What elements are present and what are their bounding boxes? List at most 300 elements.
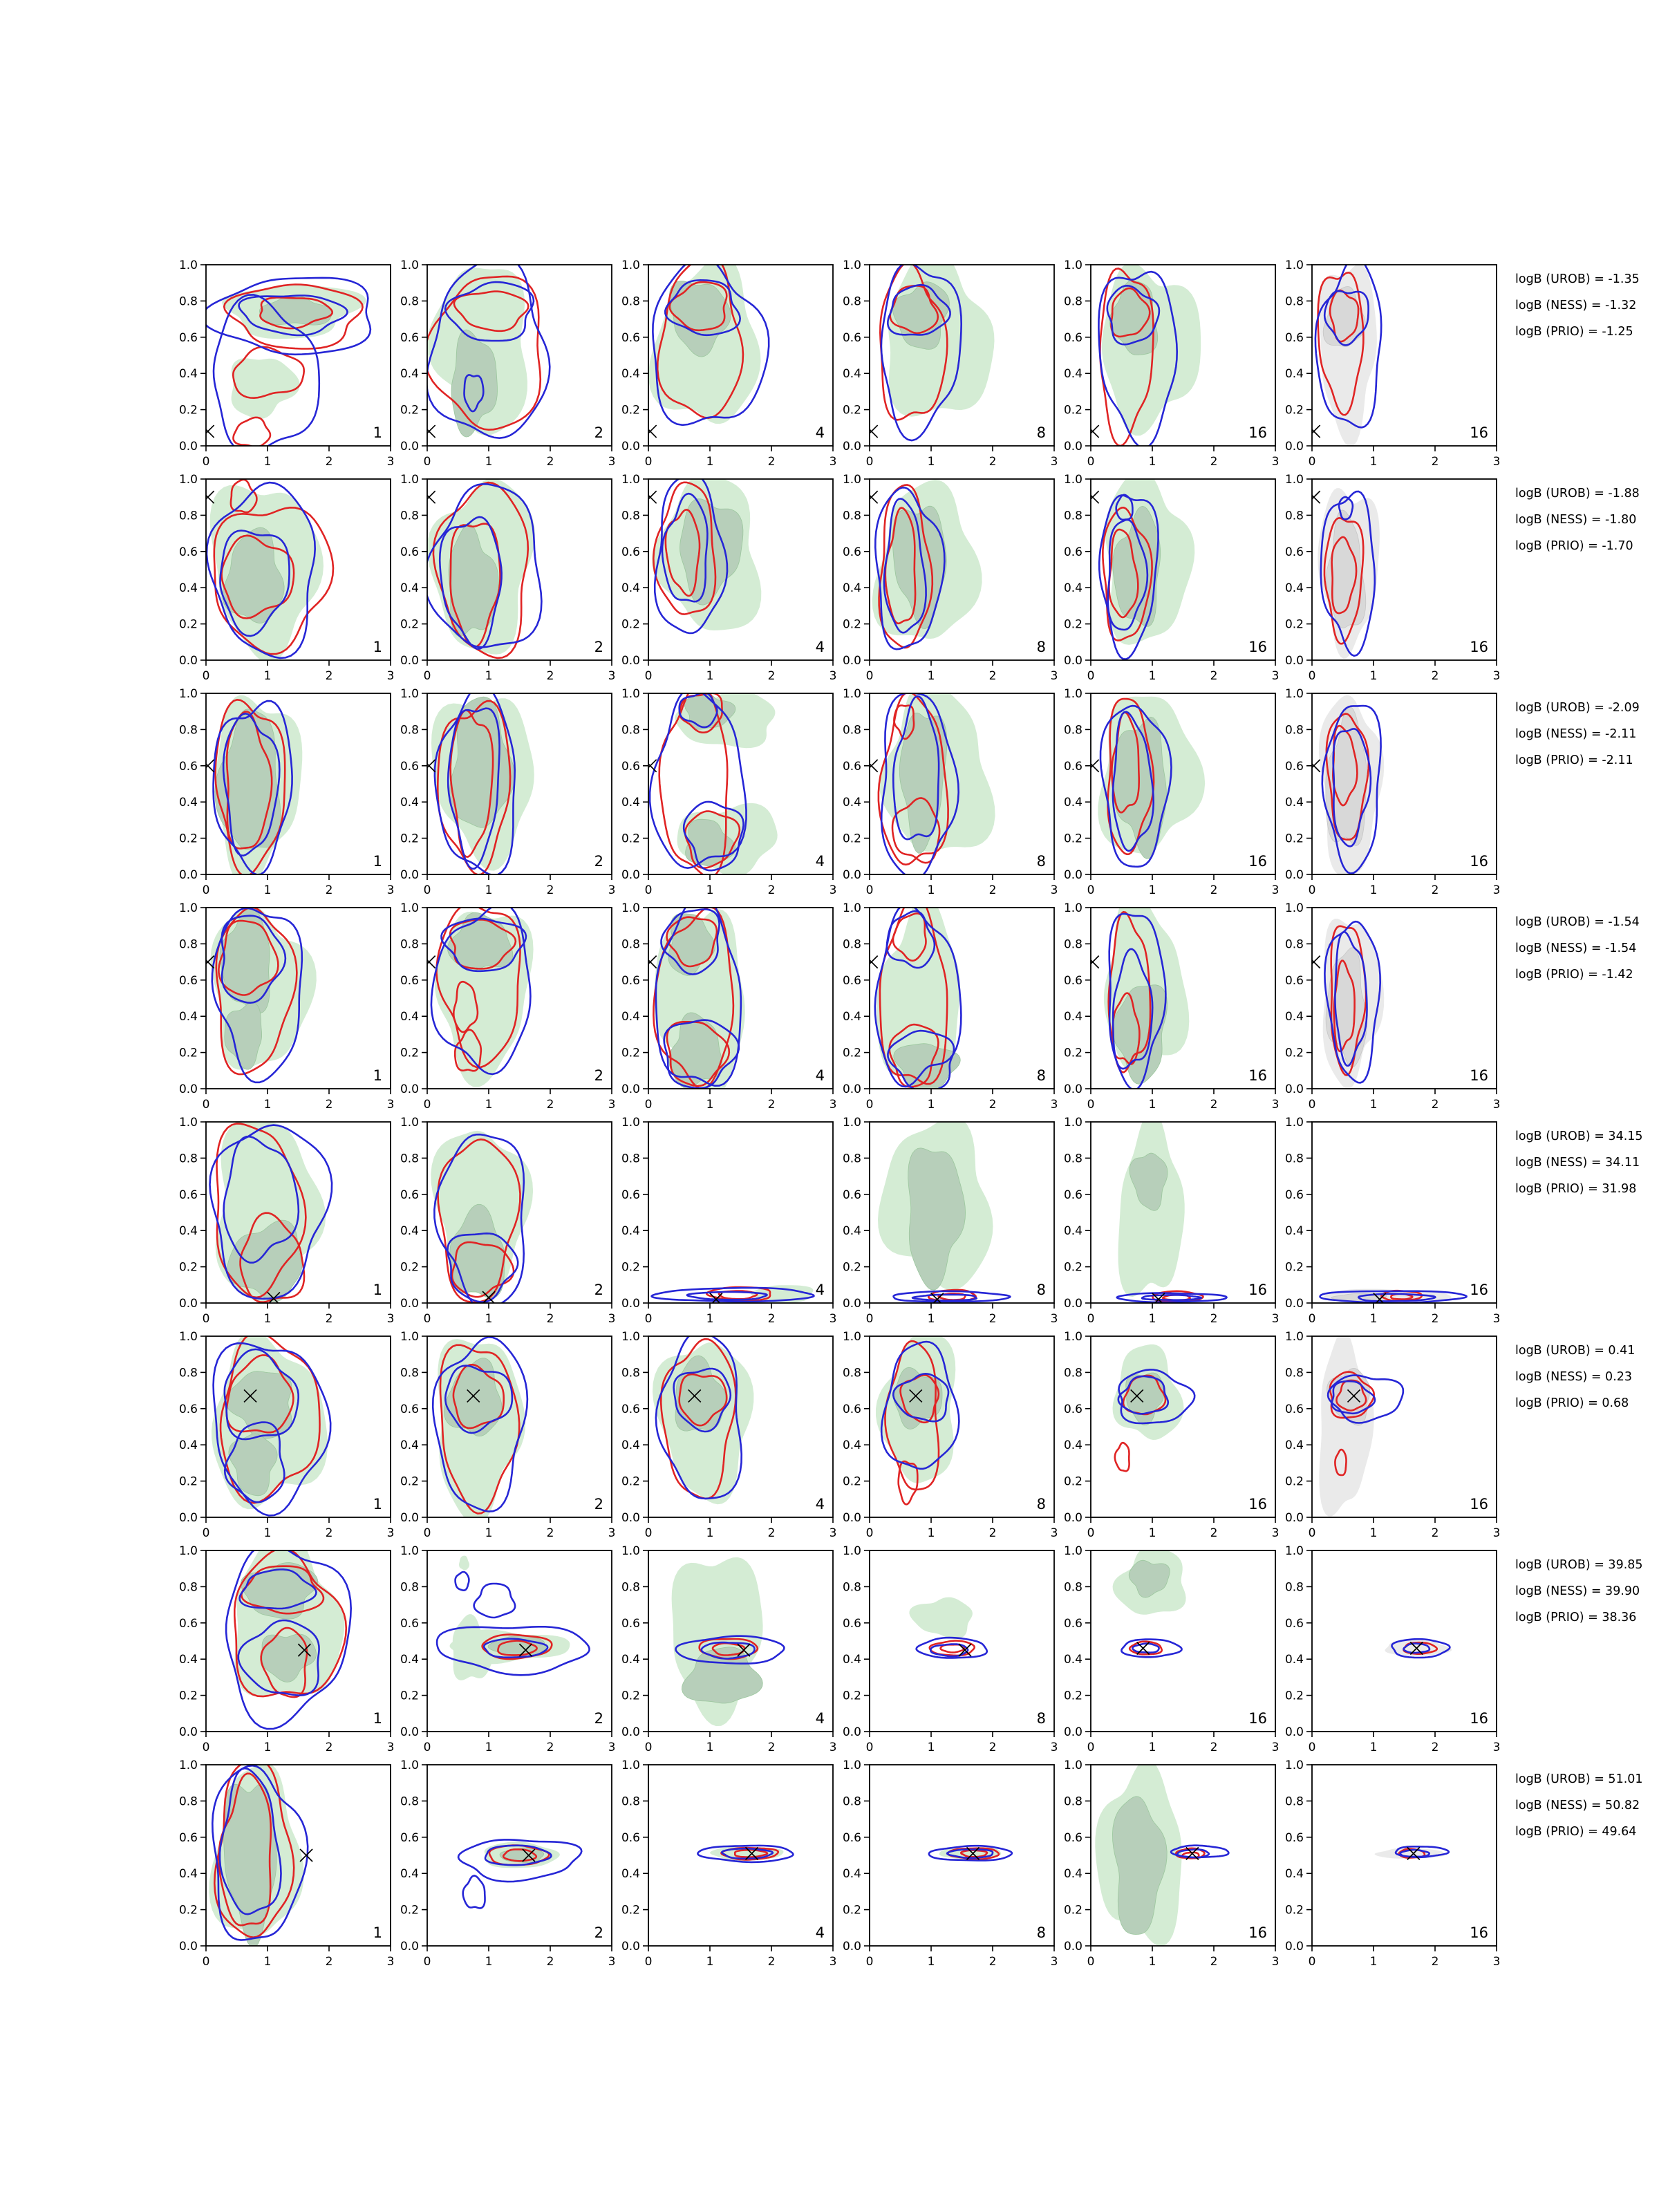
logb-annotation: logB (NESS) = 50.82 <box>1515 1799 1640 1812</box>
x-tick-label: 0 <box>423 1312 431 1326</box>
y-tick-label: 0.8 <box>842 937 861 952</box>
y-tick-label: 1.0 <box>400 1116 419 1130</box>
x-tick-label: 0 <box>202 883 210 897</box>
panel-count-label: 1 <box>373 853 382 870</box>
y-tick-label: 0.0 <box>178 654 198 668</box>
panel-count-label: 16 <box>1248 1282 1267 1298</box>
x-tick-label: 0 <box>865 1741 874 1754</box>
true-value-marker <box>865 491 878 503</box>
panel-count-label: 16 <box>1470 1067 1488 1084</box>
x-tick-label: 2 <box>325 1312 333 1326</box>
y-tick-label: 0.0 <box>1284 440 1304 453</box>
y-tick-label: 0.8 <box>400 509 419 523</box>
y-tick-label: 0.2 <box>178 403 198 418</box>
logb-annotation: logB (UROB) = -2.09 <box>1515 701 1640 715</box>
x-tick-label: 1 <box>485 883 493 897</box>
x-tick-label: 3 <box>829 455 837 469</box>
y-tick-label: 0.4 <box>178 796 198 810</box>
x-tick-label: 2 <box>988 1741 997 1754</box>
kde-contours <box>1319 1331 1403 1517</box>
panel-count-label: 1 <box>373 1067 382 1084</box>
true-value-marker <box>1308 491 1320 503</box>
y-tick-label: 0.0 <box>400 440 419 453</box>
y-tick-label: 1.0 <box>178 687 198 701</box>
y-tick-label: 0.8 <box>400 1794 419 1809</box>
x-tick-label: 3 <box>1271 669 1280 683</box>
x-tick-label: 1 <box>1148 1955 1156 1969</box>
y-tick-label: 0.2 <box>621 1474 640 1489</box>
y-tick-label: 1.0 <box>621 473 640 487</box>
y-tick-label: 0.0 <box>178 868 198 882</box>
x-tick-label: 3 <box>1050 1312 1058 1326</box>
y-tick-label: 0.0 <box>842 1082 861 1096</box>
y-tick-label: 0.8 <box>842 509 861 523</box>
panel-count-label: 16 <box>1248 1710 1267 1727</box>
x-tick-label: 3 <box>829 1741 837 1754</box>
x-tick-label: 1 <box>1148 1312 1156 1326</box>
y-tick-label: 1.0 <box>1063 473 1082 487</box>
x-tick-label: 3 <box>1492 1312 1501 1326</box>
y-tick-label: 0.0 <box>400 654 419 668</box>
y-tick-label: 0.2 <box>1063 1689 1082 1703</box>
kde-contours <box>1308 695 1385 877</box>
x-tick-label: 2 <box>325 1741 333 1754</box>
kde-contours <box>202 480 333 663</box>
subplot-r3c3 <box>621 683 836 898</box>
kde-contours <box>644 683 778 877</box>
x-tick-label: 3 <box>386 883 395 897</box>
y-tick-label: 0.2 <box>1063 403 1082 418</box>
y-tick-label: 0.6 <box>1284 1830 1304 1845</box>
y-tick-label: 0.4 <box>1063 1224 1082 1239</box>
y-tick-label: 0.2 <box>621 832 640 846</box>
y-tick-label: 0.6 <box>178 759 198 774</box>
subplot-r3c1 <box>179 687 394 897</box>
y-tick-label: 0.4 <box>400 1653 419 1667</box>
subplot-r4c1 <box>179 901 394 1112</box>
x-tick-label: 3 <box>386 1526 395 1540</box>
y-tick-label: 0.6 <box>400 1402 419 1416</box>
y-tick-label: 0.6 <box>1284 545 1304 559</box>
x-tick-label: 1 <box>927 1741 935 1754</box>
logb-annotation: logB (NESS) = 39.90 <box>1515 1584 1640 1598</box>
y-tick-label: 0.4 <box>621 581 640 596</box>
x-tick-label: 1 <box>485 1098 493 1112</box>
kde-contours <box>1308 919 1385 1089</box>
subplot-r8c5 <box>1064 1759 1279 1969</box>
y-tick-label: 0.2 <box>621 1903 640 1918</box>
panel-count-label: 4 <box>815 853 825 870</box>
panel-count-label: 1 <box>373 1282 382 1298</box>
subplot-r4c5 <box>1064 892 1279 1112</box>
x-tick-label: 0 <box>1087 669 1095 683</box>
y-tick-label: 1.0 <box>1284 1544 1304 1558</box>
logb-annotation: logB (UROB) = -1.54 <box>1515 915 1640 929</box>
x-tick-label: 2 <box>1431 455 1439 469</box>
y-tick-label: 0.0 <box>178 1082 198 1096</box>
x-tick-label: 1 <box>1148 883 1156 897</box>
y-tick-label: 0.6 <box>1284 1188 1304 1202</box>
y-tick-label: 1.0 <box>400 1544 419 1558</box>
y-tick-label: 1.0 <box>1284 1330 1304 1344</box>
kde-contours <box>433 1337 527 1524</box>
y-tick-label: 0.8 <box>621 1366 640 1380</box>
panel-count-label: 16 <box>1470 1282 1488 1298</box>
y-tick-label: 1.0 <box>1063 1544 1082 1558</box>
kde-contours <box>423 685 534 876</box>
x-tick-label: 1 <box>1148 669 1156 683</box>
y-tick-label: 0.6 <box>1063 545 1082 559</box>
y-tick-label: 0.2 <box>1284 1046 1304 1060</box>
x-tick-label: 3 <box>1271 1526 1280 1540</box>
logb-annotation: logB (UROB) = 34.15 <box>1515 1130 1643 1143</box>
true-value-marker <box>202 491 214 503</box>
x-tick-label: 0 <box>1308 1955 1316 1969</box>
y-tick-label: 0.0 <box>621 1297 640 1311</box>
x-tick-label: 2 <box>767 883 776 897</box>
y-tick-label: 0.6 <box>178 1616 198 1631</box>
y-tick-label: 0.2 <box>1284 832 1304 846</box>
y-tick-label: 0.0 <box>1284 1511 1304 1525</box>
subplot-r2c3 <box>621 473 836 683</box>
panel-count-label: 4 <box>815 1067 825 1084</box>
true-value-marker <box>644 491 657 503</box>
x-tick-label: 0 <box>644 883 653 897</box>
x-tick-label: 1 <box>263 669 272 683</box>
x-tick-label: 3 <box>386 1955 395 1969</box>
subplot-r2c6 <box>1285 473 1500 683</box>
x-tick-label: 2 <box>546 1312 554 1326</box>
x-tick-label: 2 <box>988 669 997 683</box>
y-tick-label: 0.0 <box>1063 654 1082 668</box>
x-tick-label: 2 <box>988 1098 997 1112</box>
kde-fill-outer <box>232 358 300 419</box>
y-tick-label: 0.8 <box>400 1152 419 1166</box>
subplot-r6c5 <box>1064 1330 1279 1540</box>
kde-contours <box>210 1121 332 1305</box>
y-tick-label: 1.0 <box>400 473 419 487</box>
logb-annotation: logB (PRIO) = 38.36 <box>1515 1611 1637 1624</box>
kde-contours <box>865 681 995 879</box>
y-tick-label: 0.6 <box>1284 1402 1304 1416</box>
y-tick-label: 0.0 <box>1284 1297 1304 1311</box>
y-tick-label: 0.0 <box>621 1082 640 1096</box>
x-tick-label: 3 <box>1492 1526 1501 1540</box>
x-tick-label: 1 <box>1148 455 1156 469</box>
x-tick-label: 2 <box>1431 669 1439 683</box>
x-tick-label: 2 <box>988 1955 997 1969</box>
y-tick-label: 0.8 <box>1063 509 1082 523</box>
x-tick-label: 1 <box>263 1098 272 1112</box>
logb-annotation: logB (PRIO) = 49.64 <box>1515 1825 1637 1839</box>
x-tick-label: 3 <box>1050 455 1058 469</box>
subplot-r7c4 <box>843 1544 1058 1754</box>
subplot-r5c2 <box>400 1116 615 1326</box>
kde-contours <box>226 1530 351 1729</box>
y-tick-label: 0.6 <box>178 973 198 988</box>
panel-count-label: 1 <box>373 1924 382 1941</box>
x-tick-label: 2 <box>1431 1955 1439 1969</box>
kde-contours <box>644 894 745 1098</box>
kde-contours <box>209 1760 312 1948</box>
y-tick-label: 0.0 <box>178 1297 198 1311</box>
x-tick-label: 2 <box>546 1526 554 1540</box>
y-tick-label: 0.2 <box>842 1689 861 1703</box>
x-tick-label: 3 <box>1492 1955 1501 1969</box>
y-tick-label: 0.4 <box>178 581 198 596</box>
kde-contours <box>1087 263 1201 448</box>
y-tick-label: 1.0 <box>842 259 861 272</box>
x-tick-label: 2 <box>325 1526 333 1540</box>
y-tick-label: 1.0 <box>1063 1116 1082 1130</box>
x-tick-label: 3 <box>1050 1955 1058 1969</box>
x-tick-label: 1 <box>1369 1098 1378 1112</box>
subplot-r7c5 <box>1064 1544 1279 1754</box>
subplot-r7c2 <box>400 1544 615 1754</box>
x-tick-label: 2 <box>1210 669 1218 683</box>
y-tick-label: 0.2 <box>400 1903 419 1918</box>
y-tick-label: 0.0 <box>1063 1725 1082 1739</box>
subplot-r2c4 <box>843 473 1058 683</box>
x-tick-label: 1 <box>706 1955 714 1969</box>
kde-contours <box>202 695 303 888</box>
x-tick-label: 2 <box>988 455 997 469</box>
x-tick-label: 0 <box>1087 1098 1095 1112</box>
y-tick-label: 0.2 <box>1284 1474 1304 1489</box>
subplot-r3c4 <box>843 681 1058 898</box>
subplot-r3c2 <box>400 685 615 898</box>
y-tick-label: 0.6 <box>621 1402 640 1416</box>
kde-contours <box>1308 488 1380 659</box>
logb-annotation: logB (NESS) = -2.11 <box>1515 727 1637 741</box>
y-tick-label: 0.0 <box>842 1511 861 1525</box>
x-tick-label: 0 <box>865 883 874 897</box>
subplot-r4c2 <box>400 901 615 1112</box>
true-value-marker <box>423 425 435 438</box>
kde-contours <box>1117 1110 1227 1305</box>
x-tick-label: 2 <box>325 1955 333 1969</box>
y-tick-label: 0.8 <box>178 1152 198 1166</box>
y-tick-label: 0.8 <box>1063 1794 1082 1809</box>
y-tick-label: 0.6 <box>178 1402 198 1416</box>
y-tick-label: 0.0 <box>1063 1940 1082 1953</box>
y-tick-label: 0.4 <box>178 1438 198 1453</box>
y-tick-label: 0.0 <box>621 868 640 882</box>
y-tick-label: 1.0 <box>1284 1759 1304 1772</box>
y-tick-label: 1.0 <box>842 1330 861 1344</box>
x-tick-label: 0 <box>865 1098 874 1112</box>
x-tick-label: 0 <box>423 669 431 683</box>
panel-count-label: 16 <box>1248 1067 1267 1084</box>
kde-contours <box>1113 1344 1195 1471</box>
y-tick-label: 1.0 <box>621 1330 640 1344</box>
axes-spines <box>1091 1336 1275 1517</box>
y-tick-label: 0.4 <box>1284 1010 1304 1024</box>
y-tick-label: 0.6 <box>1284 973 1304 988</box>
panel-count-label: 8 <box>1036 1067 1046 1084</box>
y-tick-label: 0.6 <box>178 1188 198 1202</box>
y-tick-label: 0.2 <box>178 1689 198 1703</box>
true-value-marker <box>1087 491 1099 503</box>
true-value-marker <box>865 425 878 438</box>
y-tick-label: 0.4 <box>400 796 419 810</box>
y-tick-label: 0.2 <box>400 832 419 846</box>
y-tick-label: 0.6 <box>400 1616 419 1631</box>
y-tick-label: 1.0 <box>400 687 419 701</box>
y-tick-label: 0.0 <box>621 1511 640 1525</box>
x-tick-label: 2 <box>1431 1741 1439 1754</box>
x-tick-label: 1 <box>485 455 493 469</box>
logb-annotation: logB (PRIO) = -1.70 <box>1515 539 1633 553</box>
kde-contours <box>929 1846 1012 1860</box>
x-tick-label: 0 <box>1087 1526 1095 1540</box>
x-tick-label: 3 <box>386 1741 395 1754</box>
y-tick-label: 0.6 <box>621 759 640 774</box>
y-tick-label: 0.6 <box>400 1830 419 1845</box>
x-tick-label: 3 <box>1492 1098 1501 1112</box>
y-tick-label: 0.6 <box>1063 1188 1082 1202</box>
y-tick-label: 1.0 <box>842 1759 861 1772</box>
x-tick-label: 2 <box>767 1526 776 1540</box>
kde-contours <box>865 895 962 1091</box>
logb-annotation: logB (UROB) = -1.88 <box>1515 487 1640 500</box>
x-tick-label: 1 <box>263 1741 272 1754</box>
x-tick-label: 1 <box>485 1741 493 1754</box>
x-tick-label: 3 <box>1050 1098 1058 1112</box>
y-tick-label: 0.8 <box>178 1366 198 1380</box>
y-tick-label: 0.6 <box>842 1830 861 1845</box>
y-tick-label: 0.8 <box>1063 294 1082 309</box>
kde-contours <box>672 1557 785 1726</box>
x-tick-label: 2 <box>1431 1312 1439 1326</box>
y-tick-label: 0.4 <box>178 1867 198 1882</box>
logb-annotation: logB (UROB) = -1.35 <box>1515 272 1640 286</box>
y-tick-label: 0.6 <box>842 973 861 988</box>
y-tick-label: 0.8 <box>1284 509 1304 523</box>
y-tick-label: 0.8 <box>621 1794 640 1809</box>
x-tick-label: 0 <box>644 1955 653 1969</box>
y-tick-label: 1.0 <box>1284 687 1304 701</box>
x-tick-label: 2 <box>546 1955 554 1969</box>
y-tick-label: 0.6 <box>621 1616 640 1631</box>
subplot-r8c2 <box>400 1759 615 1969</box>
subplot-r1c2 <box>400 256 615 469</box>
x-tick-label: 1 <box>706 1312 714 1326</box>
x-tick-label: 2 <box>1210 1955 1218 1969</box>
x-tick-label: 1 <box>927 1955 935 1969</box>
subplot-r1c3 <box>621 255 836 469</box>
y-tick-label: 0.4 <box>621 796 640 810</box>
y-tick-label: 0.6 <box>1284 1616 1304 1631</box>
x-tick-label: 1 <box>1369 1955 1378 1969</box>
y-tick-label: 0.8 <box>1284 937 1304 952</box>
logb-annotation: logB (UROB) = 0.41 <box>1515 1344 1635 1358</box>
x-tick-label: 3 <box>1050 1526 1058 1540</box>
y-tick-label: 1.0 <box>1284 901 1304 915</box>
x-tick-label: 0 <box>865 1955 874 1969</box>
x-tick-label: 3 <box>1050 1741 1058 1754</box>
x-tick-label: 1 <box>485 1526 493 1540</box>
y-tick-label: 0.2 <box>178 1474 198 1489</box>
x-tick-label: 1 <box>706 455 714 469</box>
y-tick-label: 0.4 <box>842 581 861 596</box>
panel-count-label: 8 <box>1036 1924 1046 1941</box>
true-value-marker <box>423 491 435 503</box>
x-tick-label: 0 <box>644 455 653 469</box>
x-tick-label: 3 <box>1271 1098 1280 1112</box>
blue-contour <box>463 1876 485 1909</box>
y-tick-label: 0.8 <box>178 1794 198 1809</box>
subplot-r5c4 <box>843 1116 1058 1326</box>
kde-contours <box>423 903 534 1087</box>
x-tick-label: 0 <box>865 1526 874 1540</box>
y-tick-label: 0.8 <box>1284 1794 1304 1809</box>
y-tick-label: 1.0 <box>842 473 861 487</box>
y-tick-label: 0.2 <box>178 617 198 632</box>
y-tick-label: 0.0 <box>842 868 861 882</box>
y-tick-label: 1.0 <box>1063 259 1082 272</box>
panel-count-label: 1 <box>373 1710 382 1727</box>
x-tick-label: 2 <box>767 1741 776 1754</box>
y-tick-label: 0.6 <box>842 759 861 774</box>
subplot-r7c6 <box>1285 1544 1500 1754</box>
x-tick-label: 3 <box>386 1312 395 1326</box>
y-tick-label: 0.8 <box>621 1580 640 1595</box>
y-tick-label: 0.0 <box>842 440 861 453</box>
y-tick-label: 0.4 <box>1284 367 1304 382</box>
y-tick-label: 0.2 <box>842 403 861 418</box>
y-tick-label: 1.0 <box>842 901 861 915</box>
x-tick-label: 0 <box>1308 883 1316 897</box>
kde-contours <box>1308 257 1382 447</box>
x-tick-label: 1 <box>1369 1741 1378 1754</box>
panel-count-label: 8 <box>1036 639 1046 655</box>
y-tick-label: 0.8 <box>1284 1580 1304 1595</box>
subplot-r5c5 <box>1064 1110 1279 1326</box>
panel-count-label: 8 <box>1036 424 1046 441</box>
x-tick-label: 0 <box>865 1312 874 1326</box>
y-tick-label: 0.6 <box>1063 1830 1082 1845</box>
x-tick-label: 3 <box>1271 455 1280 469</box>
y-tick-label: 0.0 <box>842 1297 861 1311</box>
y-tick-label: 1.0 <box>842 1116 861 1130</box>
y-tick-label: 0.4 <box>621 1653 640 1667</box>
x-tick-label: 3 <box>1492 455 1501 469</box>
y-tick-label: 0.6 <box>842 545 861 559</box>
subplot-r2c1 <box>179 473 394 683</box>
x-tick-label: 0 <box>1308 455 1316 469</box>
kde-contours <box>644 474 762 633</box>
y-tick-label: 0.6 <box>400 545 419 559</box>
y-tick-label: 1.0 <box>1063 1759 1082 1772</box>
subplot-r6c3 <box>621 1330 836 1540</box>
y-tick-label: 0.6 <box>842 1616 861 1631</box>
subplot-r6c1 <box>179 1330 394 1540</box>
x-tick-label: 2 <box>325 455 333 469</box>
panel-count-label: 16 <box>1248 1924 1267 1941</box>
x-tick-label: 3 <box>386 669 395 683</box>
x-tick-label: 3 <box>1492 669 1501 683</box>
x-tick-label: 0 <box>1087 1312 1095 1326</box>
x-tick-label: 0 <box>1308 1312 1316 1326</box>
kde-contours <box>212 1330 330 1515</box>
x-tick-label: 0 <box>202 1098 210 1112</box>
logb-annotation: logB (PRIO) = -1.25 <box>1515 325 1633 339</box>
x-tick-label: 3 <box>1271 1955 1280 1969</box>
y-tick-label: 0.2 <box>621 1260 640 1275</box>
x-tick-label: 0 <box>202 1312 210 1326</box>
x-tick-label: 1 <box>1148 1098 1156 1112</box>
